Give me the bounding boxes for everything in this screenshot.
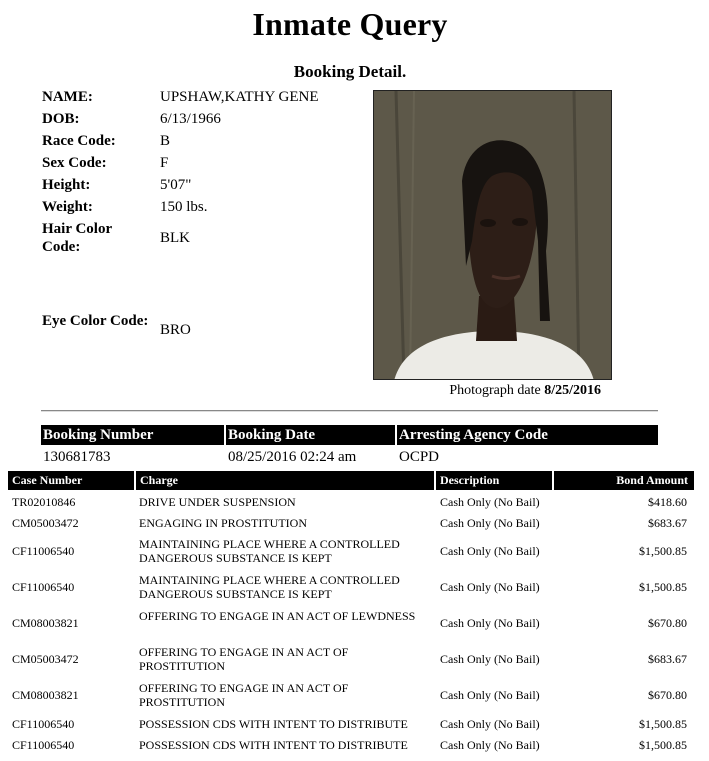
case-number: CM05003472 (12, 516, 79, 530)
charge: POSSESSION CDS WITH INTENT TO DISTRIBUTE (139, 717, 408, 731)
table-row (8, 570, 694, 606)
case-number: CF11006540 (12, 580, 75, 594)
table-row (8, 642, 694, 678)
arresting-agency-header: Arresting Agency Code (399, 427, 548, 443)
detail-value: B (160, 133, 171, 149)
page-title: Inmate Query (252, 6, 448, 42)
detail-row-dob (42, 110, 362, 132)
section-divider (41, 410, 658, 412)
detail-value: 150 lbs. (160, 199, 208, 215)
booking-photo-image (374, 91, 612, 380)
description: Cash Only (No Bail) (440, 516, 540, 530)
case-number: CM08003821 (12, 688, 79, 702)
detail-value: UPSHAW,KATHY GENE (160, 89, 319, 105)
arresting-agency: OCPD (399, 449, 440, 465)
detail-label: Height: (42, 177, 91, 193)
booking-date-header: Booking Date (228, 427, 316, 443)
booking-number: 130681783 (43, 449, 111, 465)
header-divider (395, 425, 397, 445)
detail-label: NAME: (42, 89, 93, 105)
booking-header (41, 425, 658, 445)
detail-label: Race Code: (42, 133, 116, 149)
charge: OFFERING TO ENGAGE IN AN ACT OF PROSTITUTION (139, 681, 349, 709)
detail-label: DOB: (42, 111, 80, 127)
detail-value: BRO (160, 322, 191, 338)
photo-caption-label: Photograph date (449, 383, 541, 398)
table-row (8, 678, 694, 714)
case-number: CM08003821 (12, 616, 79, 630)
table-row (8, 534, 694, 570)
case-number: CF11006540 (12, 738, 75, 752)
bond-amount: $1,500.85 (639, 717, 687, 731)
detail-value: 5'07" (160, 177, 192, 193)
case-number: CM05003472 (12, 652, 79, 666)
detail-row-height (42, 176, 362, 198)
detail-label: Weight: (42, 199, 93, 215)
charge: MAINTAINING PLACE WHERE A CONTROLLED DANGEROUS SUBSTANCE IS KEPT (139, 537, 400, 565)
charge: POSSESSION CDS WITH INTENT TO DISTRIBUTE (139, 738, 408, 752)
photo-date: 8/25/2016 (544, 383, 601, 398)
charge: OFFERING TO ENGAGE IN AN ACT OF LEWDNESS (139, 609, 416, 623)
bond-amount: $1,500.85 (639, 580, 687, 594)
case-number: CF11006540 (12, 544, 75, 558)
charge-header: Charge (136, 471, 434, 490)
detail-row-name (42, 88, 362, 110)
detail-row-sex (42, 154, 362, 176)
bond-amount: $670.80 (648, 616, 687, 630)
booking-row (41, 447, 658, 467)
detail-row-race (42, 132, 362, 154)
charge: MAINTAINING PLACE WHERE A CONTROLLED DANGEROUS SUBSTANCE IS KEPT (139, 573, 400, 601)
detail-row-hair (42, 220, 362, 312)
case-number-header: Case Number (8, 471, 134, 490)
detail-label: Eye Color Code: (42, 313, 149, 329)
case-table (8, 492, 694, 756)
bond-amount-header: Bond Amount (554, 471, 694, 490)
detail-value: BLK (160, 230, 190, 246)
charge: ENGAGING IN PROSTITUTION (139, 516, 307, 530)
detail-row-eye (42, 312, 362, 352)
description: Cash Only (No Bail) (440, 495, 540, 509)
table-row (8, 513, 694, 534)
detail-value: 6/13/1966 (160, 111, 221, 127)
bond-amount: $683.67 (648, 652, 687, 666)
page-subtitle: Booking Detail. (293, 62, 407, 81)
booking-number-header: Booking Number (43, 427, 154, 443)
description: Cash Only (No Bail) (440, 580, 540, 594)
bond-amount: $1,500.85 (639, 544, 687, 558)
bond-amount: $683.67 (648, 516, 687, 530)
bond-amount: $1,500.85 (639, 738, 687, 752)
detail-label: Hair Color Code: (42, 221, 112, 255)
description-header: Description (436, 471, 552, 490)
photo-caption (373, 383, 601, 399)
description: Cash Only (No Bail) (440, 616, 540, 630)
description: Cash Only (No Bail) (440, 652, 540, 666)
detail-value: F (160, 155, 169, 171)
charge: DRIVE UNDER SUSPENSION (139, 495, 296, 509)
table-row (8, 714, 694, 735)
description: Cash Only (No Bail) (440, 717, 540, 731)
description: Cash Only (No Bail) (440, 738, 540, 752)
case-table-header (8, 471, 694, 490)
case-number: CF11006540 (12, 717, 75, 731)
header-divider (224, 425, 226, 445)
description: Cash Only (No Bail) (440, 544, 540, 558)
case-number: TR02010846 (12, 495, 76, 509)
table-row (8, 606, 694, 642)
booking-photo (373, 90, 612, 380)
charge: OFFERING TO ENGAGE IN AN ACT OF PROSTITUTION (139, 645, 349, 673)
bond-amount: $418.60 (648, 495, 687, 509)
detail-label: Sex Code: (42, 155, 107, 171)
detail-row-weight (42, 198, 362, 220)
bond-amount: $670.80 (648, 688, 687, 702)
description: Cash Only (No Bail) (440, 688, 540, 702)
table-row (8, 735, 694, 756)
booking-date: 08/25/2016 02:24 am (228, 449, 357, 465)
table-row (8, 492, 694, 513)
